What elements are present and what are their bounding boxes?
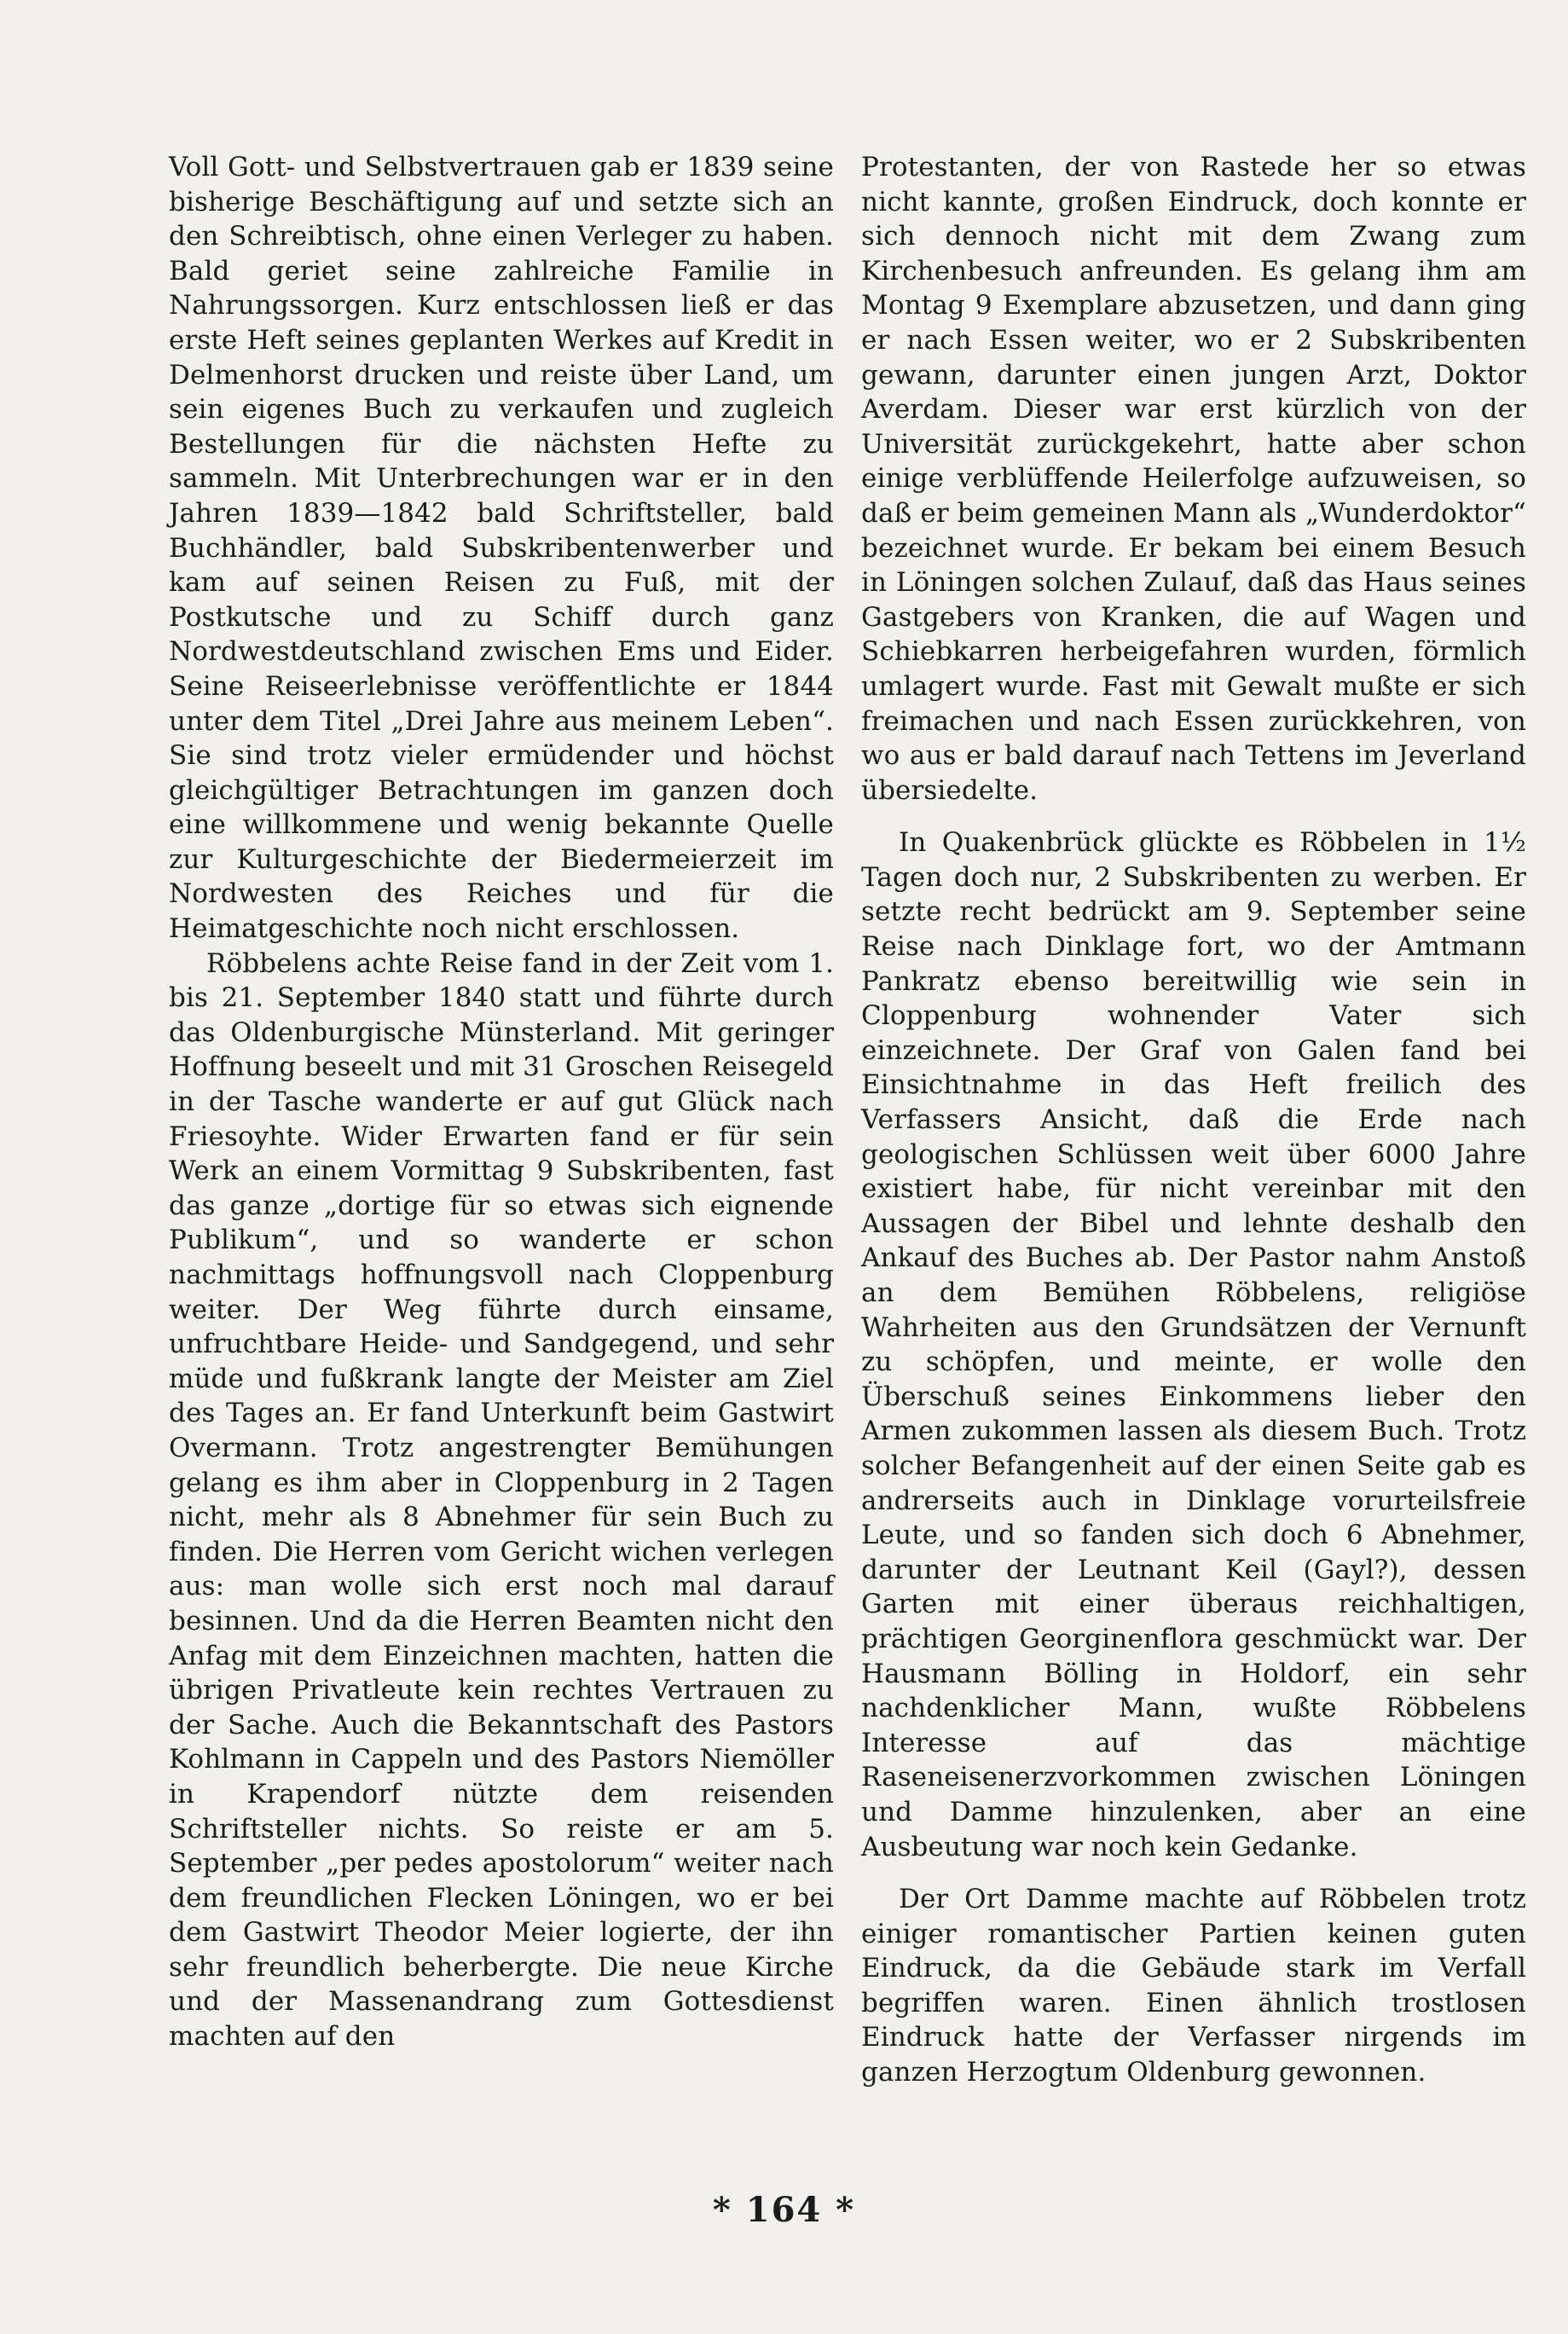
page-number: * 164 * xyxy=(712,2190,856,2230)
right-column xyxy=(861,150,1526,2090)
left-column xyxy=(169,150,834,2054)
paragraph: Röbbelens achte Reise fand in der Zeit vom 1. bis 21. September 1840 statt und führte durch das Oldenburgische Münsterland. Mit geringer Hoffnung beseelt und mit 31 Groschen Reisegeld in der Tasche wanderte er auf gut Glück nach Friesoyhte. Wider Erwarten fand er für sein Werk an einem Vormittag 9 Subskribenten, fast das ganze „dortige für so etwas sich eignende Publikum“, und so wanderte er schon nachmittags hoffnungsvoll nach Cloppenburg weiter. Der Weg führte durch einsame, unfruchtbare Heide- und Sandgegend, und sehr müde und fußkrank langte der Meister am Ziel des Tages an. Er fand Unterkunft beim Gastwirt Overmann. Trotz angestrengter Bemühungen gelang es ihm aber in Cloppenburg in 2 Tagen nicht, mehr als 8 Abnehmer für sein Buch zu finden. Die Herren vom Gericht wichen verlegen aus: man wolle sich erst noch mal darauf besinnen. Und da die Herren Beamten nicht den Anfag mit dem Einzeichnen machten, hatten die übrigen Privatleute kein rechtes Vertrauen zu der Sache. Auch die Bekanntschaft des Pastors Kohlmann in Cappeln und des Pastors Niemöller in Krapendorf nützte dem reisenden Schriftsteller nichts. So reiste er am 5. September „per pedes apostolorum“ weiter nach dem freundlichen Flecken Löningen, wo er bei dem Gastwirt Theodor Meier logierte, der ihn sehr freundlich beherbergte. Die neue Kirche und der Massenandrang zum Gottesdienst machten auf den xyxy=(169,947,834,2053)
paragraph: In Quakenbrück glückte es Röbbelen in 1½ Tagen doch nur, 2 Subskribenten zu werben. Er setzte recht bedrückt am 9. September seine Reise nach Dinklage fort, wo der Amtmann Pankratz ebenso bereitwillig wie sein in Cloppenburg wohnender Vater sich einzeichnete. Der Graf von Galen fand bei Einsichtnahme in das Heft freilich des Verfassers Ansicht, daß die Erde nach geologischen Schlüssen weit über 6000 Jahre existiert habe, für nicht vereinbar mit den Aussagen der Bibel und lehnte deshalb den Ankauf des Buches ab. Der Pastor nahm Anstoß an dem Bemühen Röbbelens, religiöse Wahrheiten aus den Grundsätzen der Vernunft zu schöpfen, und meinte, er wolle den Überschuß seines Einkommens lieber den Armen zukommen lassen als diesem Buch. Trotz solcher Befangenheit auf der einen Seite gab es andrerseits auch in Dinklage vorurteilsfreie Leute, und so fanden sich doch 6 Abnehmer, darunter der Leutnant Keil (Gayl?), dessen Garten mit einer überaus reichhaltigen, prächtigen Georginenflora geschmückt war. Der Hausmann Bölling in Holdorf, ein sehr nachdenklicher Mann, wußte Röbbelens Interesse auf das mächtige Raseneisenerzvorkommen zwischen Löningen und Damme hinzulenken, aber an eine Ausbeutung war noch kein Gedanke. xyxy=(861,827,1526,1862)
paragraph: Protestanten, der von Rastede her so etwas nicht kannte, großen Eindruck, doch konnte er sich dennoch nicht mit dem Zwang zum Kirchenbesuch anfreunden. Es gelang ihm am Montag 9 Exemplare abzusetzen, und dann ging er nach Essen weiter, wo er 2 Subskribenten gewann, darunter einen jungen Arzt, Doktor Averdam. Dieser war erst kürzlich von der Universität zurückgekehrt, hatte aber schon einige verblüffende Heilerfolge aufzuweisen, so daß er beim gemeinen Mann als „Wunderdoktor“ bezeichnet wurde. Er bekam bei einem Besuch in Löningen solchen Zulauf, daß das Haus seines Gastgebers von Kranken, die auf Wagen und Schiebkarren herbeigefahren wurden, förmlich umlagert wurde. Fast mit Gewalt mußte er sich freimachen und nach Essen zurückkehren, von wo aus er bald darauf nach Tettens im Jeverland übersiedelte. xyxy=(861,152,1526,806)
paragraph: Voll Gott- und Selbstvertrauen gab er 1839 seine bisherige Beschäftigung auf und setzte sich an den Schreibtisch, ohne einen Verleger zu haben. Bald geriet seine zahlreiche Familie in Nahrungssorgen. Kurz entschlossen ließ er das erste Heft seines geplanten Werkes auf Kredit in Delmenhorst drucken und reiste über Land, um sein eigenes Buch zu verkaufen und zugleich Bestellungen für die nächsten Hefte zu sammeln. Mit Unterbrechungen war er in den Jahren 1839—1842 bald Schriftsteller, bald Buchhändler, bald Subskribentenwerber und kam auf seinen Reisen zu Fuß, mit der Postkutsche und zu Schiff durch ganz Nordwestdeutschland zwischen Ems und Eider. Seine Reiseerlebnisse veröffentlichte er 1844 unter dem Titel „Drei Jahre aus meinem Leben“. Sie sind trotz vieler ermüdender und höchst gleichgültiger Betrachtungen im ganzen doch eine willkommene und wenig bekannte Quelle zur Kulturgeschichte der Biedermeierzeit im Nordwesten des Reiches und für die Heimatgeschichte noch nicht erschlossen. xyxy=(169,152,834,945)
paragraph: Der Ort Damme machte auf Röbbelen trotz einiger romantischer Partien keinen guten Eindruck, da die Gebäude stark im Verfall begriffen waren. Einen ähnlich trostlosen Eindruck hatte der Verfasser nirgends im ganzen Herzogtum Oldenburg gewonnen. xyxy=(861,1884,1526,2088)
